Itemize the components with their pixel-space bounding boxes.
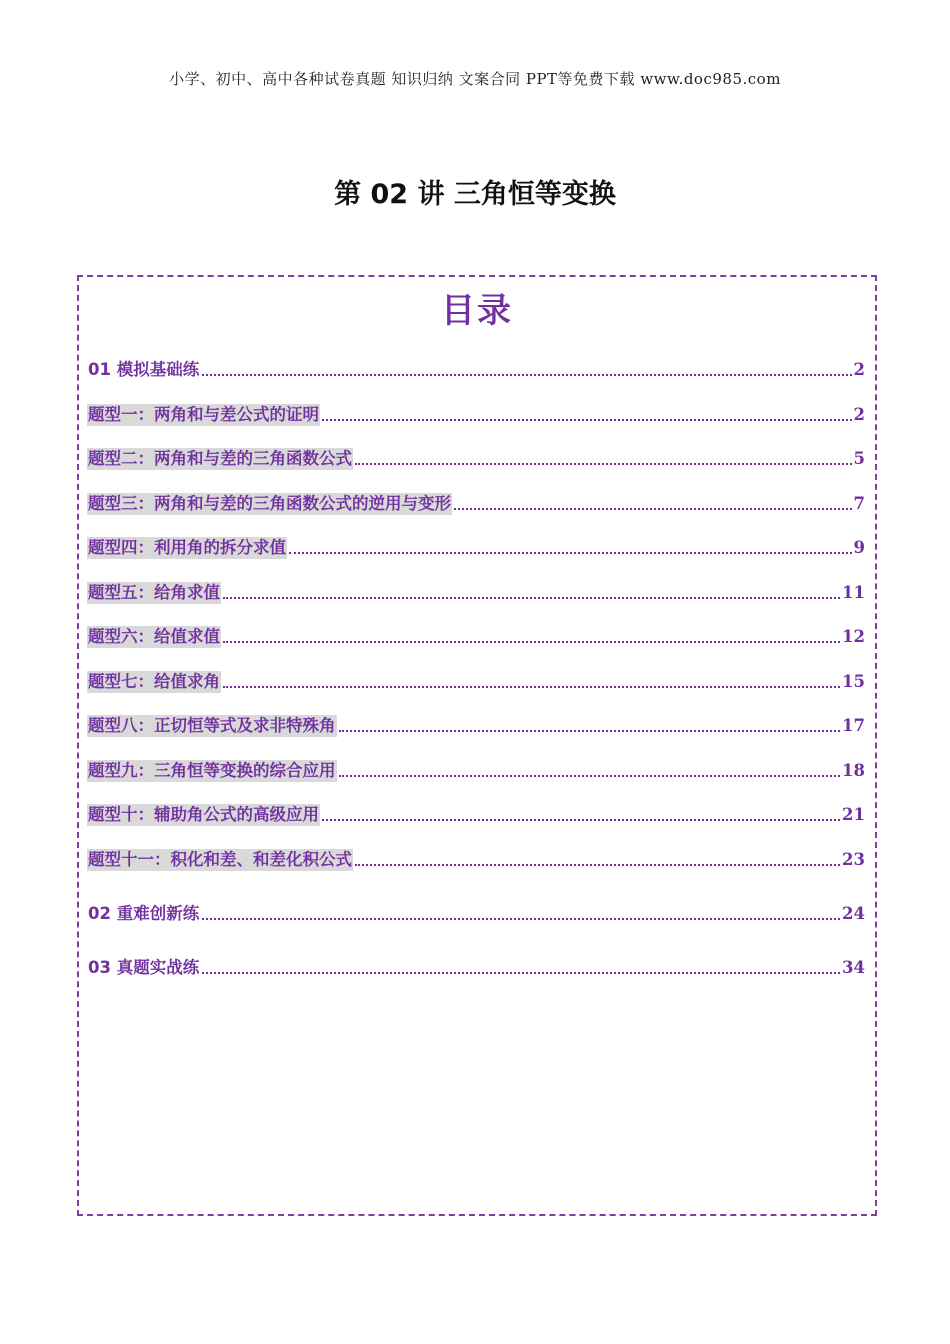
- toc-entry-page: 18: [842, 761, 865, 780]
- toc-entry-page: 17: [842, 716, 865, 735]
- page-header: 小学、初中、高中各种试卷真题 知识归纳 文案合同 PPT等免费下载 www.doc985.com: [169, 70, 781, 88]
- toc-leader-dots: [202, 374, 851, 376]
- toc-entry-page: 24: [842, 904, 865, 923]
- toc-leader-dots: [202, 972, 840, 974]
- toc-entry-label: 题型三：两角和与差的三角函数公式的逆用与变形: [88, 494, 451, 513]
- toc-entry[interactable]: [87, 847, 865, 871]
- toc-entry-label: 02 重难创新练: [88, 904, 200, 923]
- toc-entry-label: 题型七：给值求角: [88, 672, 220, 691]
- toc-entry-label: 题型四：利用角的拆分求值: [88, 538, 286, 557]
- toc-entry-label: 03 真题实战练: [88, 958, 200, 977]
- toc-leader-dots: [223, 641, 840, 643]
- toc-entry-page: 2: [853, 360, 865, 379]
- toc-leader-dots: [289, 552, 852, 554]
- toc-entry-page: 21: [842, 805, 865, 824]
- toc-entry-label: 题型五：给角求值: [88, 583, 220, 602]
- toc-entry[interactable]: [87, 446, 865, 470]
- toc-entry[interactable]: [87, 758, 865, 782]
- toc-entry-page: 5: [853, 449, 865, 468]
- toc-entry[interactable]: [87, 901, 865, 925]
- toc-entry[interactable]: [87, 713, 865, 737]
- toc-entry[interactable]: [87, 955, 865, 979]
- toc-leader-dots: [339, 775, 841, 777]
- toc-leader-dots: [322, 419, 852, 421]
- toc-entry-page: 11: [842, 583, 865, 602]
- toc-leader-dots: [223, 686, 840, 688]
- table-of-contents: [77, 275, 877, 1216]
- toc-entry[interactable]: [87, 402, 865, 426]
- toc-entry-page: 34: [842, 958, 865, 977]
- toc-entry-page: 15: [842, 672, 865, 691]
- toc-entry[interactable]: [87, 580, 865, 604]
- document-title: 第 02 讲 三角恒等变换: [334, 179, 616, 210]
- toc-entry-page: 12: [842, 627, 865, 646]
- toc-entry-label: 题型六：给值求值: [88, 627, 220, 646]
- toc-leader-dots: [355, 463, 852, 465]
- toc-entry-page: 2: [853, 405, 865, 424]
- toc-entry-label: 题型一：两角和与差公式的证明: [88, 405, 319, 424]
- toc-entry-page: 7: [853, 494, 865, 513]
- toc-entry-label: 题型十：辅助角公式的高级应用: [88, 805, 319, 824]
- toc-entry[interactable]: [87, 491, 865, 515]
- toc-leader-dots: [355, 864, 840, 866]
- toc-entry-label: 题型九：三角恒等变换的综合应用: [88, 761, 336, 780]
- toc-entry[interactable]: [87, 802, 865, 826]
- toc-leader-dots: [322, 819, 840, 821]
- toc-entry-page: 9: [853, 538, 865, 557]
- toc-leader-dots: [202, 918, 840, 920]
- toc-entry[interactable]: [87, 669, 865, 693]
- toc-leader-dots: [454, 508, 852, 510]
- toc-entry[interactable]: [87, 535, 865, 559]
- toc-heading: 目录: [441, 291, 513, 331]
- toc-entry-label: 题型八：正切恒等式及求非特殊角: [88, 716, 336, 735]
- toc-entry-label: 01 模拟基础练: [88, 360, 200, 379]
- toc-entry[interactable]: [87, 357, 865, 381]
- toc-entry-label: 题型十一：积化和差、和差化积公式: [88, 850, 352, 869]
- toc-leader-dots: [339, 730, 841, 732]
- toc-entry-page: 23: [842, 850, 865, 869]
- toc-entry[interactable]: [87, 624, 865, 648]
- toc-entry-label: 题型二：两角和与差的三角函数公式: [88, 449, 352, 468]
- toc-leader-dots: [223, 597, 840, 599]
